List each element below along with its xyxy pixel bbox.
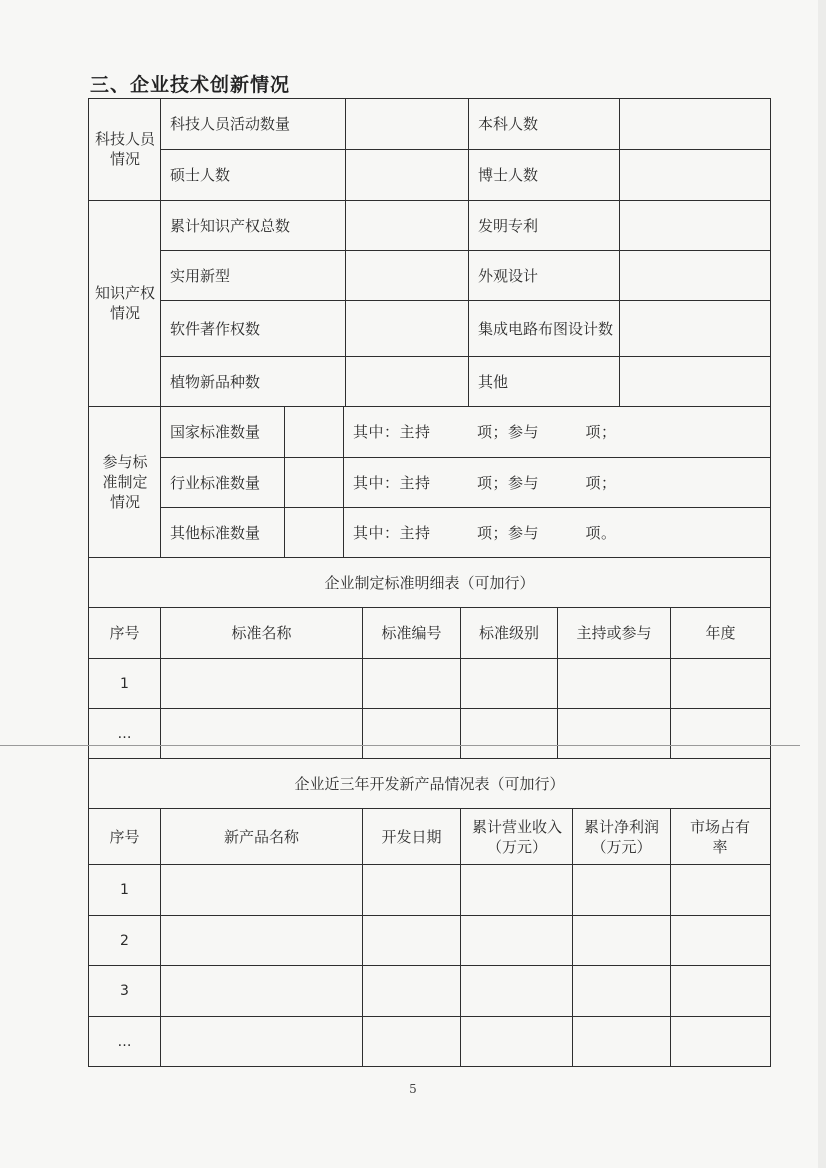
np-col-header: 新产品名称 [223,827,299,846]
software-copyright-value[interactable] [346,301,468,356]
activity-count-label: 科技人员活动数量 [170,115,291,133]
design-patent-label: 外观设计 [478,266,539,285]
std-row-index: … [117,725,132,742]
design-patent-value[interactable] [620,251,770,300]
other-standard-note: 其中：主持 项；参与 项。 [353,523,617,542]
grid-line [770,98,771,1066]
other-standard-value[interactable] [285,508,343,557]
grid-line [88,1066,771,1067]
ip-section-label: 知识产权情况 [94,284,155,322]
national-standard-label: 国家标准数量 [170,423,261,441]
master-count-label: 硕士人数 [170,166,231,184]
industry-standard-note: 其中：主持 项；参与 项； [353,473,617,492]
invention-patent-label: 发明专利 [478,216,539,235]
np-row-index: 1 [120,882,129,898]
grid-line [88,708,771,709]
national-standard-note: 其中：主持 项；参与 项； [353,423,617,441]
ic-layout-value[interactable] [620,301,770,356]
np-col-header: 市场占有率 [690,817,751,856]
fold-line [0,745,800,746]
bachelor-count-label: 本科人数 [478,115,539,133]
ip-other-label: 其他 [478,372,509,391]
master-count-value[interactable] [346,150,468,200]
plant-variety-value[interactable] [346,357,468,406]
invention-patent-value[interactable] [620,201,770,250]
ip-other-value[interactable] [620,357,770,406]
ip-total-label: 累计知识产权总数 [170,216,291,235]
std-col-header: 标准名称 [231,624,292,642]
std-col-header: 年度 [705,624,736,642]
grid-line [460,808,461,1066]
industry-standard-value[interactable] [285,458,343,507]
doctor-count-label: 博士人数 [478,166,539,184]
np-col-header: 累计营业收入（万元） [471,817,562,856]
industry-standard-label: 行业标准数量 [170,473,261,492]
std-col-header: 序号 [109,624,140,642]
personnel-section-label: 科技人员情况 [94,130,155,168]
std-col-header: 标准编号 [381,624,442,642]
np-row-index: 3 [120,983,129,999]
software-copyright-label: 软件著作权数 [170,319,261,338]
std-col-header: 标准级别 [478,624,539,642]
plant-variety-label: 植物新品种数 [170,372,261,391]
page-number: 5 [409,1082,417,1096]
grid-line [572,808,573,1066]
ip-total-value[interactable] [346,201,468,250]
grid-line [88,864,771,865]
grid-line [88,965,771,966]
standards-section-label: 参与标准制定情况 [102,452,148,511]
utility-model-label: 实用新型 [170,266,231,285]
standards-detail-title: 企业制定标准明细表（可加行） [324,573,535,592]
grid-line [88,1016,771,1017]
np-row-index: … [117,1033,132,1050]
other-standard-label: 其他标准数量 [170,523,261,542]
utility-model-value[interactable] [346,251,468,300]
np-col-header: 序号 [109,827,140,846]
np-col-header: 累计净利润（万元） [583,817,659,856]
new-products-title: 企业近三年开发新产品情况表（可加行） [294,774,565,793]
activity-count-value[interactable] [346,99,468,149]
ic-layout-label: 集成电路布图设计数 [478,319,614,338]
np-col-header: 开发日期 [381,827,442,846]
doctor-count-value[interactable] [620,150,770,200]
bachelor-count-value[interactable] [620,99,770,149]
grid-line [670,808,671,1066]
grid-line [88,658,771,659]
std-col-header: 主持或参与 [576,624,652,642]
national-standard-value[interactable] [285,407,343,457]
np-row-index: 2 [120,932,129,949]
std-row-index: 1 [120,675,129,692]
grid-line [88,915,771,916]
section-title: 三、企业技术创新情况 [90,74,291,96]
